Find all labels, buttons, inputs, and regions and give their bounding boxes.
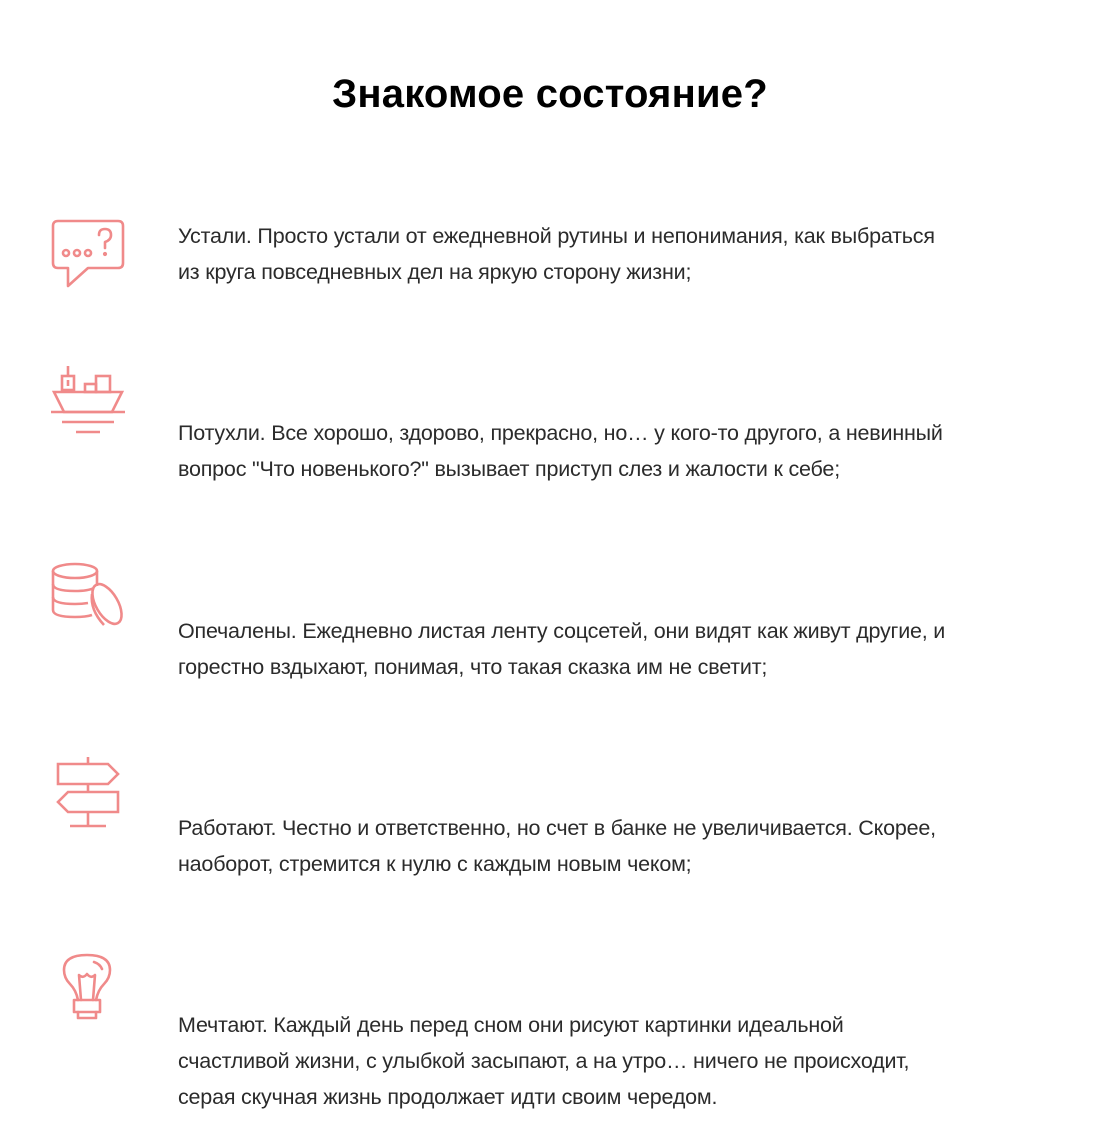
ship-icon — [48, 364, 128, 436]
item-text-line: Работают. Честно и ответственно, но счет в банке не увеличивается. Скорее, — [178, 816, 936, 840]
item-text-line: Устали. Просто устали от ежедневной рутины и непонимания, как выбраться — [178, 224, 935, 248]
item-text-line: из круга повседневных дел на яркую сторону жизни; — [178, 260, 692, 284]
item-text-line: Потухли. Все хорошо, здорово, прекрасно, но… у кого-то другого, а невинный — [178, 421, 943, 445]
item-text-line: Опечалены. Ежедневно листая ленту соцсетей, они видят как живут другие, и — [178, 619, 946, 643]
item-text-line: вопрос "Что новенького?" вызывает приступ слез и жалости к себе; — [178, 457, 840, 481]
item-text-line: горестно вздыхают, понимая, что такая сказка им не светит; — [178, 655, 768, 679]
speech-bubble-question-icon — [48, 218, 128, 290]
lightbulb-icon — [48, 952, 128, 1024]
item-text-line: серая скучная жизнь продолжает идти своим чередом. — [178, 1085, 718, 1109]
signpost-icon — [48, 756, 128, 828]
item-text-line: наоборот, стремится к нулю с каждым новым чеком; — [178, 852, 692, 876]
item-text-line: счастливой жизни, с улыбкой засыпают, а на утро… ничего не происходит, — [178, 1049, 910, 1073]
item-text-line: Мечтают. Каждый день перед сном они рисуют картинки идеальной — [178, 1013, 844, 1037]
page-title: Знакомое состояние? — [332, 71, 768, 116]
coins-stack-icon — [48, 560, 128, 632]
